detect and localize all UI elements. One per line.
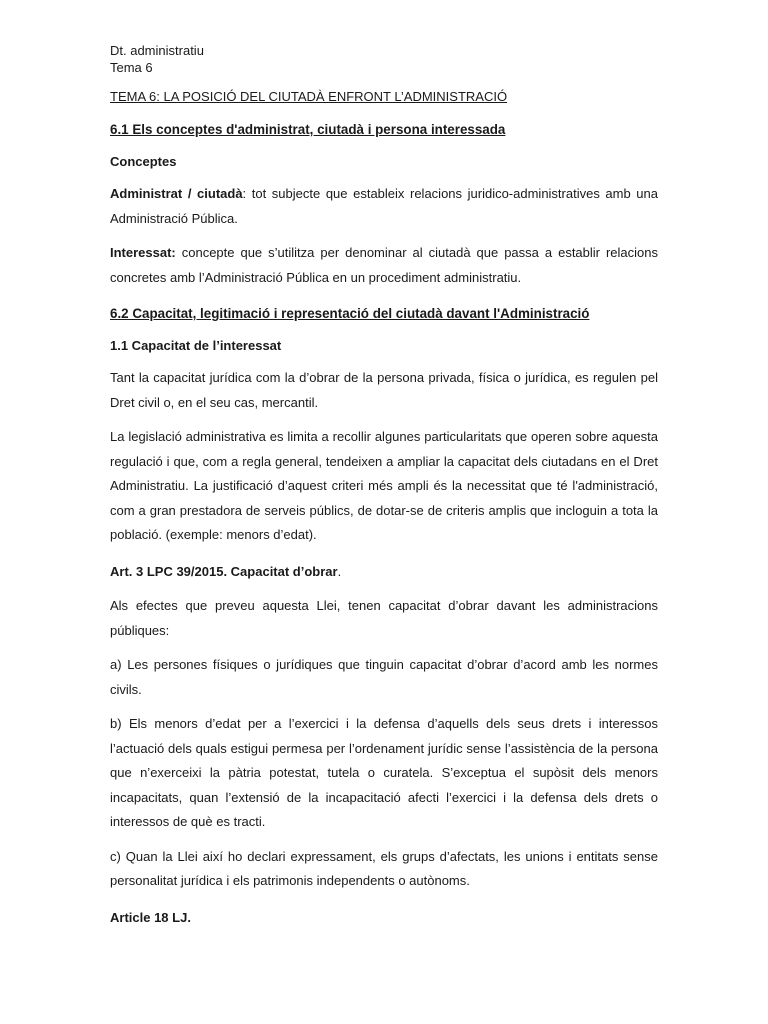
article-3-item-a: a) Les persones físiques o jurídiques que tinguin capacitat d’obrar d’acord amb les normes civils.	[110, 657, 658, 697]
definition-administrat-text: : tot subjecte que estableix relacions juridico-administratives amb una Administració Pública.	[110, 186, 659, 226]
definition-administrat-term: Administrat / ciutadà	[110, 186, 243, 201]
article-18-heading: Article 18 LJ.	[110, 909, 191, 925]
definition-interessat-term: Interessat:	[110, 245, 176, 260]
header-topic: Tema 6	[110, 60, 153, 75]
definition-administrat	[110, 182, 658, 231]
article-3-heading-bold: Art. 3 LPC 39/2015. Capacitat d’obrar	[110, 563, 338, 579]
definition-interessat-text: concepte que s’utilitza per denominar al ciutadà que passa a establir relacions concretes amb l’Administració Pública en un procediment administratiu.	[110, 245, 658, 285]
capacitat-subheading: 1.1 Capacitat de l’interessat	[110, 338, 282, 353]
article-3-item-b: b) Els menors d’edat per a l’exercici i la defensa d’aquells dels seus drets i interessos l’actuació dels quals estigui permesa per l’ordenament jurídic sense l’assistència de la persona que n’exerceixi la pàtria potestat, tutela o curatela. S’exceptua el supòsit dels menors incapacitats, quan l’extensió de la incapacitació afecti l’exercici i la defensa dels drets o interessos de què es tracti.	[110, 716, 658, 829]
section-2-heading: 6.2 Capacitat, legitimació i representació del ciutadà davant l'Administració	[110, 306, 590, 321]
paragraph-capacitat-juridica: Tant la capacitat jurídica com la d’obrar de la persona privada, física o jurídica, es regulen pel Dret civil o, en el seu cas, mercantil.	[110, 370, 658, 410]
document-title: TEMA 6: LA POSICIÓ DEL CIUTADÀ ENFRONT L’ADMINISTRACIÓ	[110, 89, 508, 104]
article-3-heading-dot: .	[337, 563, 342, 579]
document-page	[110, 42, 658, 930]
header-subject: Dt. administratiu	[110, 43, 204, 58]
article-3-heading	[110, 560, 658, 585]
definition-interessat	[110, 241, 658, 290]
paragraph-legislacio: La legislació administrativa es limita a recollir algunes particularitats que operen sobre aquesta regulació i que, com a regla general, tendeixen a ampliar la capacitat dels ciutadans en el Dret Administratiu. La justificació d’aquest criteri més ampli és la necessitat que té l'administració, com a gran prestadora de serveis públics, de dotar-se de criteris amplis que incloguin a tota la població. (exemple: menors d’edat).	[110, 429, 658, 542]
concepts-subheading: Conceptes	[110, 154, 177, 169]
article-3-intro: Als efectes que preveu aquesta Llei, tenen capacitat d’obrar davant les administracions públiques:	[110, 598, 658, 638]
article-3-item-c: c) Quan la Llei així ho declari expressament, els grups d’afectats, les unions i entitats sense personalitat jurídica i els patrimonis independents o autònoms.	[110, 848, 658, 888]
section-1-heading: 6.1 Els conceptes d'administrat, ciutadà i persona interessada	[110, 122, 506, 137]
